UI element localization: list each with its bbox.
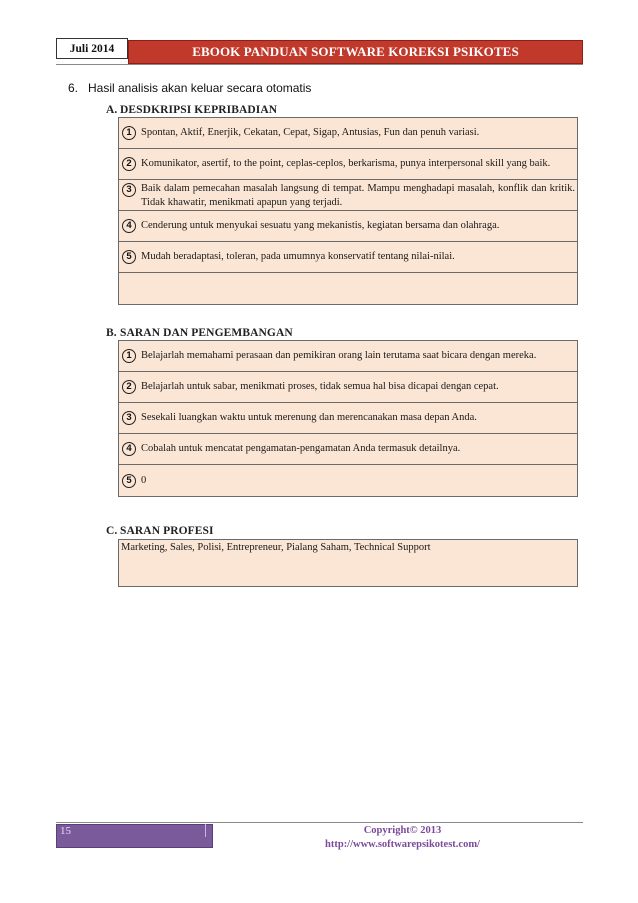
section-a-letter: A.: [106, 104, 118, 116]
copyright: Copyright© 2013: [363, 825, 442, 836]
item-number-badge: 4: [122, 442, 136, 456]
section-b-title-text: SARAN DAN PENGEMBANGAN: [120, 327, 293, 339]
item-number-badge: 5: [122, 250, 136, 264]
header-title: EBOOK PANDUAN SOFTWARE KOREKSI PSIKOTES: [128, 40, 583, 64]
item-text: Belajarlah untuk sabar, menikmati proses, tidak semua hal bisa dicapai dengan cepat.: [141, 381, 499, 392]
intro-number: 6.: [68, 81, 79, 95]
item-number-badge: 3: [122, 183, 136, 197]
section-b-letter: B.: [106, 327, 117, 339]
header-divider: [56, 64, 583, 65]
list-item: [119, 372, 577, 403]
section-b-title: [106, 327, 293, 339]
list-item: [119, 242, 577, 273]
section-c-title-text: SARAN PROFESI: [120, 525, 214, 537]
profesi-text: Marketing, Sales, Polisi, Entrepreneur, Pialang Saham, Technical Support: [121, 542, 431, 553]
section-a-title-text: DESDKRIPSI KEPRIBADIAN: [120, 104, 278, 116]
section-b-box: [118, 340, 578, 497]
item-number-badge: 1: [122, 126, 136, 140]
list-item: [119, 434, 577, 465]
item-text: Baik dalam pemecahan masalah langsung di tempat. Mampu menghadapi masalah, konflik dan kritik. Tidak khawatir, menikmati apapun yang terjadi.: [141, 183, 575, 208]
section-c-box: [118, 539, 578, 587]
item-text: Belajarlah memahami perasaan dan pemikiran orang lain terutama saat bicara dengan mereka.: [141, 350, 537, 361]
intro-text: Hasil analisis akan keluar secara otomatis: [88, 81, 312, 95]
list-item: [119, 118, 577, 149]
item-text: Cobalah untuk mencatat pengamatan-pengamatan Anda termasuk detailnya.: [141, 443, 461, 454]
item-text: Mudah beradaptasi, toleran, pada umumnya konservatif tentang nilai-nilai.: [141, 251, 455, 262]
item-number-badge: 4: [122, 219, 136, 233]
item-text: Komunikator, asertif, to the point, ceplas-ceplos, berkarisma, punya interpersonal skill yang baik.: [141, 158, 551, 169]
list-item: [119, 211, 577, 242]
section-a-box: [118, 117, 578, 305]
item-number-badge: 1: [122, 349, 136, 363]
list-item: [119, 403, 577, 434]
list-item: [119, 180, 577, 211]
header-date: Juli 2014: [56, 38, 128, 59]
item-number-badge: 2: [122, 157, 136, 171]
section-a-title: [106, 104, 277, 116]
intro-line: [68, 81, 311, 95]
section-c-letter: C.: [106, 525, 118, 537]
item-number-badge: 2: [122, 380, 136, 394]
item-text: Sesekali luangkan waktu untuk merenung dan merencanakan masa depan Anda.: [141, 412, 477, 423]
item-text: Spontan, Aktif, Enerjik, Cekatan, Cepat, Sigap, Antusias, Fun dan penuh variasi.: [141, 127, 480, 138]
item-number-badge: 5: [122, 474, 136, 488]
item-text: Cenderung untuk menyukai sesuatu yang mekanistis, kegiatan bersama dan olahraga.: [141, 220, 500, 231]
page-number: 15: [60, 825, 71, 837]
website-link[interactable]: http://www.softwarepsikotest.com/: [325, 839, 480, 850]
footer-bar-divider: [205, 824, 206, 837]
section-c-title: [106, 525, 214, 537]
list-item: [119, 465, 577, 496]
item-text: 0: [141, 474, 147, 486]
list-item: [119, 341, 577, 372]
item-number-badge: 3: [122, 411, 136, 425]
list-item: [119, 149, 577, 180]
footer-bar: [56, 824, 213, 848]
footer-divider: [56, 822, 583, 823]
